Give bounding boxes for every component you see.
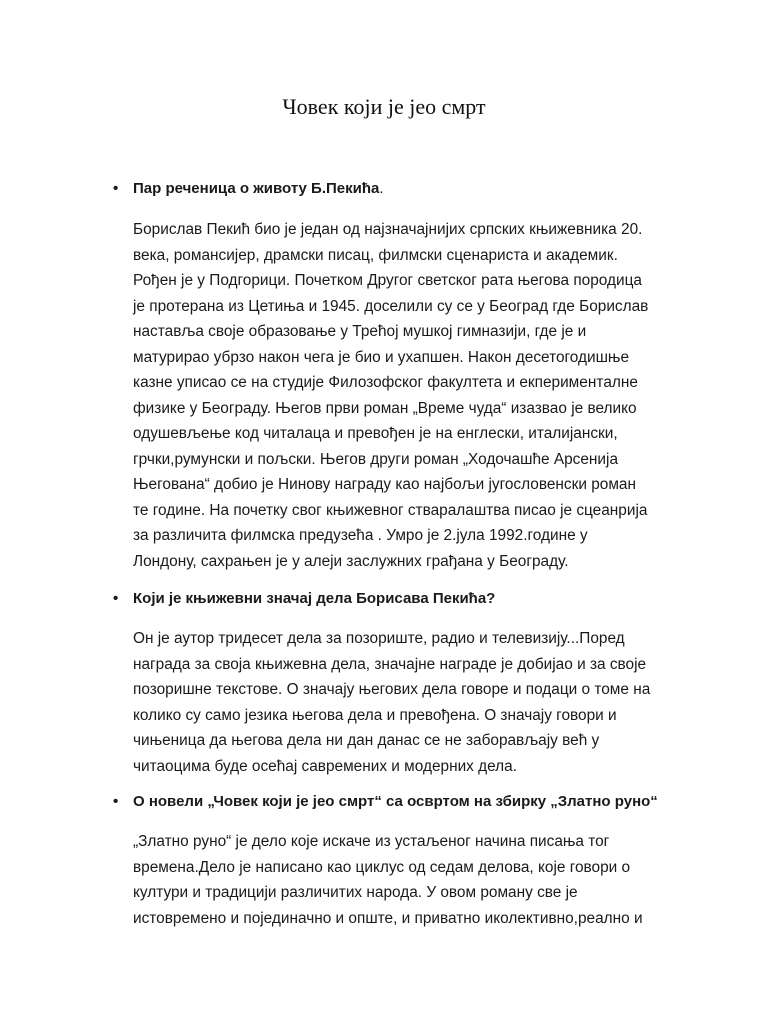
section-heading-significance: [113, 588, 495, 610]
paragraph-line: физике у Београду. Његов први роман „Време чуда“ изазвао је велико: [133, 399, 637, 417]
bullet-marker: •: [113, 590, 119, 607]
section-heading-trail: .: [379, 180, 384, 197]
paragraph-line: Рођен је у Подгорици. Почетком Другог светског рата његова породица: [133, 272, 642, 289]
paragraph-line: колико су само језика његова дела и превођена. О значају говори и: [133, 706, 617, 724]
section-heading-novella: [113, 791, 658, 813]
paragraph-line: те године. На почетку свог књижевног стваралаштва писао је сцеанрија: [133, 501, 648, 519]
section-heading-text: Пар реченица о животу Б.Пекића: [133, 180, 380, 197]
paragraph-line: позоришне текстове. О значају његових дела говоре и подаци о томе на: [133, 681, 651, 698]
section-paragraph-significance: [133, 626, 681, 779]
document-title: Човек који је јео смрт: [282, 94, 486, 119]
section-heading-text: Који је књижевни значај дела Борисава Пекића?: [133, 590, 496, 607]
bullet-marker: •: [113, 180, 119, 197]
paragraph-line: је протерана из Цетиња и 1945. доселили су се у Београд где Борислав: [133, 297, 649, 315]
paragraph-line: одушевљење код читалаца и превођен је на енглески, италијански,: [133, 425, 618, 442]
paragraph-line: века, романсијер, драмски писац, филмски сценариста и академик.: [133, 246, 618, 264]
paragraph-line: Лондону, сахрањен је у алеји заслужних грађана у Београду.: [133, 552, 569, 570]
bullet-marker: •: [113, 793, 119, 810]
paragraph-line: награда за своја књижевна дела, значајне награде је добијао и за своје: [133, 655, 647, 673]
paragraph-line: за различита филмска предузећа . Умро је 2.јула 1992.године у: [133, 527, 588, 544]
paragraph-line: култури и традицији различитих народа. У овом роману све је: [133, 884, 578, 901]
paragraph-line: матурирао убрзо након чега је био и ухапшен. Након десетогодишње: [133, 348, 630, 366]
paragraph-line: времена.Дело је написано као циклус од седам делова, које говори о: [133, 858, 631, 876]
paragraph-line: Он је аутор тридесет дела за позориште, радио и телевизију...Поред: [133, 630, 625, 647]
section-paragraph-biography: [133, 217, 681, 574]
section-heading-biography: [113, 178, 384, 200]
paragraph-line: Борислав Пекић био је један од најзначајнијих српских књижевника 20.: [133, 221, 643, 238]
paragraph-line: „Златно руно“ је дело које искаче из устаљеног начина писања тог: [133, 833, 610, 850]
paragraph-line: истовремено и појединачно и опште, и приватно иколективно,реално и: [133, 909, 643, 927]
section-paragraph-novella: [133, 829, 681, 931]
paragraph-line: чињеница да његова дела ни дан данас се не заборављају већ у: [133, 732, 600, 749]
paragraph-line: казне уписао се на студије Филозофског факултета и екпериментaлне: [133, 374, 638, 391]
paragraph-line: наставља своје образовање у Трећој мушкој гимназији, где је и: [133, 323, 587, 340]
paragraph-line: Његована“ добио је Нинову награду као најбољи југословенски роман: [133, 476, 636, 493]
paragraph-line: грчки,румунски и пољски. Његов други роман „Ходочашће Арсенија: [133, 450, 619, 468]
section-heading-text: О новели „Човек који је јео смрт“ са освртом на збирку „Златно руно“: [133, 793, 658, 810]
paragraph-line: читаоцима буде осећај савремених и модерних дела.: [133, 757, 517, 775]
